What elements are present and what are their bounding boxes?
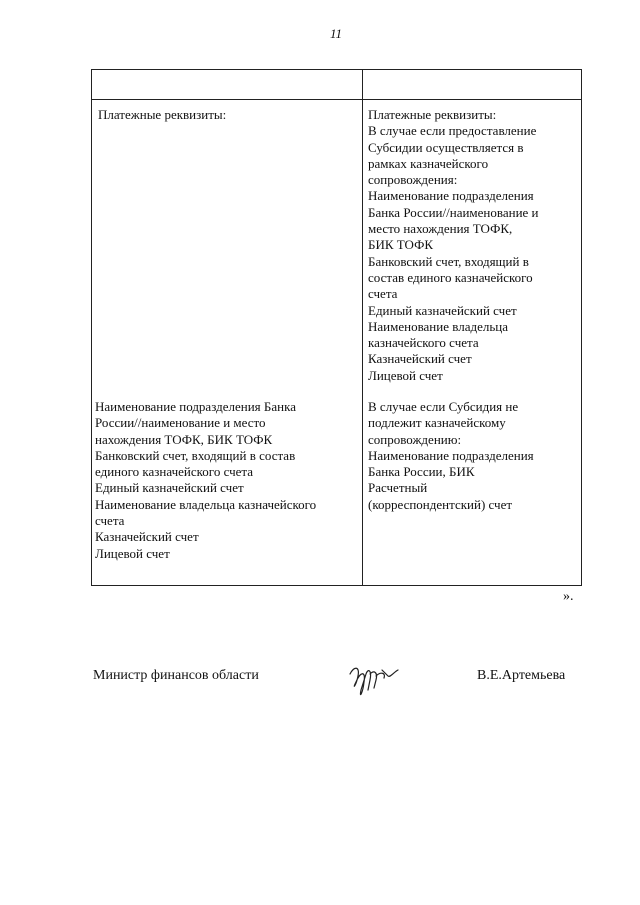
closing-quote: ». xyxy=(563,589,574,604)
right-cell-non-treasury-details: В случае если Субсидия не подлежит казначейскому сопровождению: Наименование подразделения Банка России, БИК Расчетный (корреспондентский) счет xyxy=(368,399,534,512)
handwritten-signature xyxy=(346,660,402,702)
signatory-title: Министр финансов области xyxy=(93,668,259,683)
page-number: 11 xyxy=(330,26,343,41)
table-column-divider xyxy=(362,70,363,585)
signatory-name: В.Е.Артемьева xyxy=(477,668,566,683)
requisites-table xyxy=(91,69,582,586)
left-cell-payment-details: Наименование подразделения Банка России//наименование и место нахождения ТОФК, БИК ТОФК Банковский счет, входящий в состав единого казначейского счета Единый казначейский счет Наименование владельца казначейского счета Казначейский счет Лицевой счет xyxy=(95,399,317,561)
right-cell-treasury-support-details: Платежные реквизиты: В случае если предоставление Субсидии осуществляется в рамках казначейского сопровождения: Наименование подразделения Банка России//наименование и место нахождения ТОФК, БИК ТОФК Банковский счет, входящий в состав единого казначейского счета Единый казначейский счет Наименование владельца казначейского счета Казначейский счет Лицевой счет xyxy=(368,107,539,383)
table-empty-row xyxy=(92,70,581,100)
left-cell-payment-details-heading: Платежные реквизиты: xyxy=(98,107,227,122)
